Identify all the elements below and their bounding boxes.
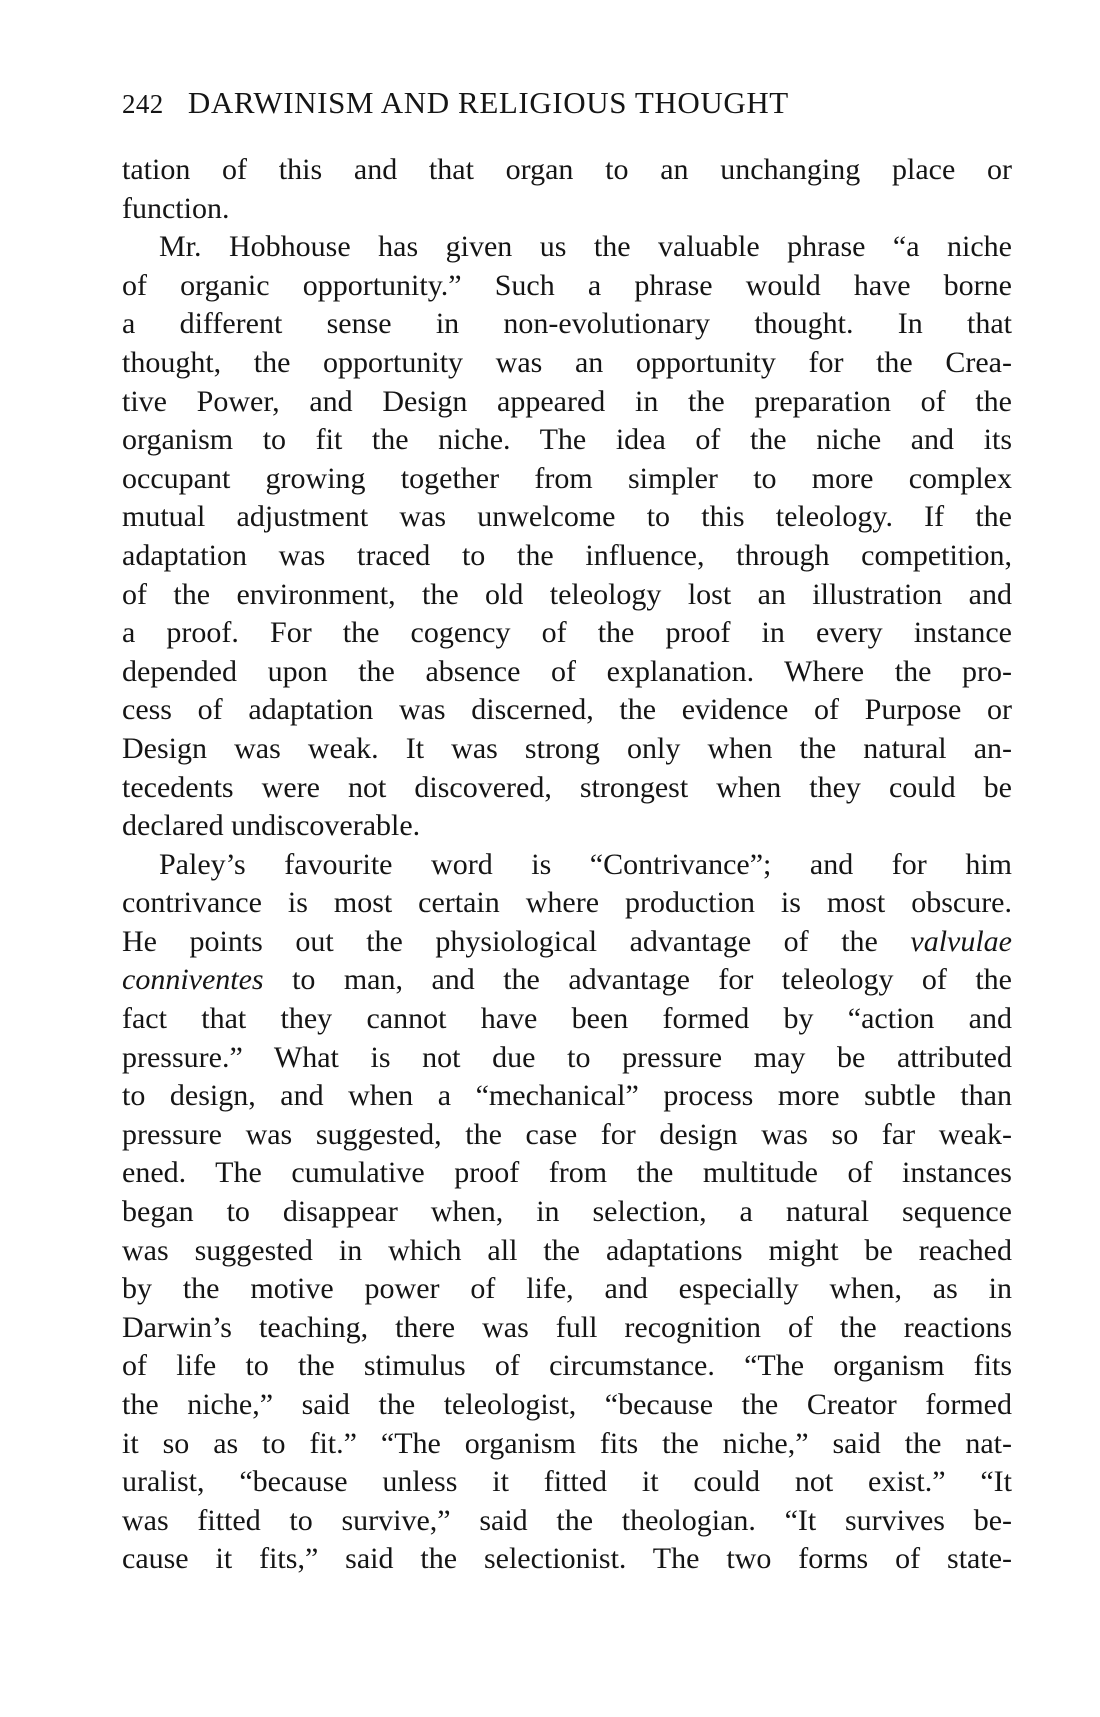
latin-term: conniventes	[122, 963, 264, 997]
body-text	[122, 151, 1012, 1579]
text-line: Design was weak. It was strong only when the natural an-	[122, 731, 1012, 765]
text-line: uralist, “because unless it fitted it could not exist.” “It	[122, 1465, 1012, 1499]
text-line: declared undiscoverable.	[122, 809, 421, 843]
text-line: mutual adjustment was unwelcome to this teleology. If the	[122, 500, 1012, 534]
text-line: by the motive power of life, and especially when, as in	[122, 1272, 1012, 1306]
text-line: to design, and when a “mechanical” process more subtle than	[122, 1079, 1012, 1113]
text-line: of the environment, the old teleology lost an illustration and	[122, 577, 1012, 611]
text-line: occupant growing together from simpler to more complex	[122, 461, 1012, 495]
text-line: tation of this and that organ to an unchanging place or	[122, 153, 1012, 186]
text-line: tecedents were not discovered, strongest when they could be	[122, 770, 1012, 804]
running-title: DARWINISM AND RELIGIOUS THOUGHT	[187, 85, 789, 120]
text-line: cess of adaptation was discerned, the evidence of Purpose or	[122, 693, 1012, 727]
text-line: it so as to fit.” “The organism fits the niche,” said the nat-	[122, 1426, 1012, 1460]
paragraph-paley-rest	[122, 1000, 1012, 1579]
latin-term: valvulae	[910, 924, 1012, 958]
text-line: function.	[122, 191, 230, 225]
text-line: ened. The cumulative proof from the multitude of instances	[122, 1156, 1012, 1190]
text-line: adaptation was traced to the influence, through competition,	[122, 538, 1012, 572]
text-line: depended upon the absence of explanation. Where the pro-	[122, 654, 1012, 688]
running-head	[122, 78, 1022, 128]
text-line: contrivance is most certain where production is most obscure.	[122, 886, 1012, 920]
text-line: fact that they cannot have been formed by “action and	[122, 1002, 1012, 1036]
text-line: Mr. Hobhouse has given us the valuable phrase “a niche	[159, 230, 1012, 264]
text-line: Paley’s favourite word is “Contrivance”; and for him	[159, 847, 1012, 881]
text-line: thought, the opportunity was an opportunity for the Crea-	[122, 345, 1012, 379]
text-line: Darwin’s teaching, there was full recognition of the reactions	[122, 1310, 1012, 1344]
text-line: was fitted to survive,” said the theologian. “It survives be-	[122, 1503, 1012, 1537]
paragraph-continuation	[122, 151, 1012, 228]
text-fragment: He points out the physiological advantage of the	[122, 924, 911, 958]
text-line: tive Power, and Design appeared in the preparation of the	[122, 384, 1012, 418]
text-line: cause it fits,” said the selectionist. The two forms of state-	[122, 1542, 1012, 1576]
text-line: the niche,” said the teleologist, “because the Creator formed	[122, 1388, 1012, 1421]
text-line: of life to the stimulus of circumstance. “The organism fits	[122, 1349, 1012, 1383]
text-line: a proof. For the cogency of the proof in every instance	[122, 616, 1012, 650]
text-line: of organic opportunity.” Such a phrase would have borne	[122, 268, 1012, 302]
text-line: began to disappear when, in selection, a natural sequence	[122, 1195, 1012, 1229]
text-line-with-latin	[122, 961, 1012, 1000]
text-line: pressure was suggested, the case for design was so far weak-	[122, 1117, 1012, 1151]
text-line: pressure.” What is not due to pressure may be attributed	[122, 1040, 1012, 1074]
page-number: 242	[122, 89, 164, 119]
text-line: was suggested in which all the adaptations might be reached	[122, 1233, 1012, 1267]
text-line-with-latin	[122, 923, 1012, 962]
text-line: organism to fit the niche. The idea of the niche and its	[122, 423, 1012, 457]
paragraph-paley	[122, 846, 1012, 1579]
text-line: a different sense in non-evolutionary thought. In that	[122, 307, 1012, 341]
text-fragment: to man, and the advantage for teleology of the	[263, 963, 1012, 997]
paragraph-hobhouse	[122, 228, 1012, 846]
